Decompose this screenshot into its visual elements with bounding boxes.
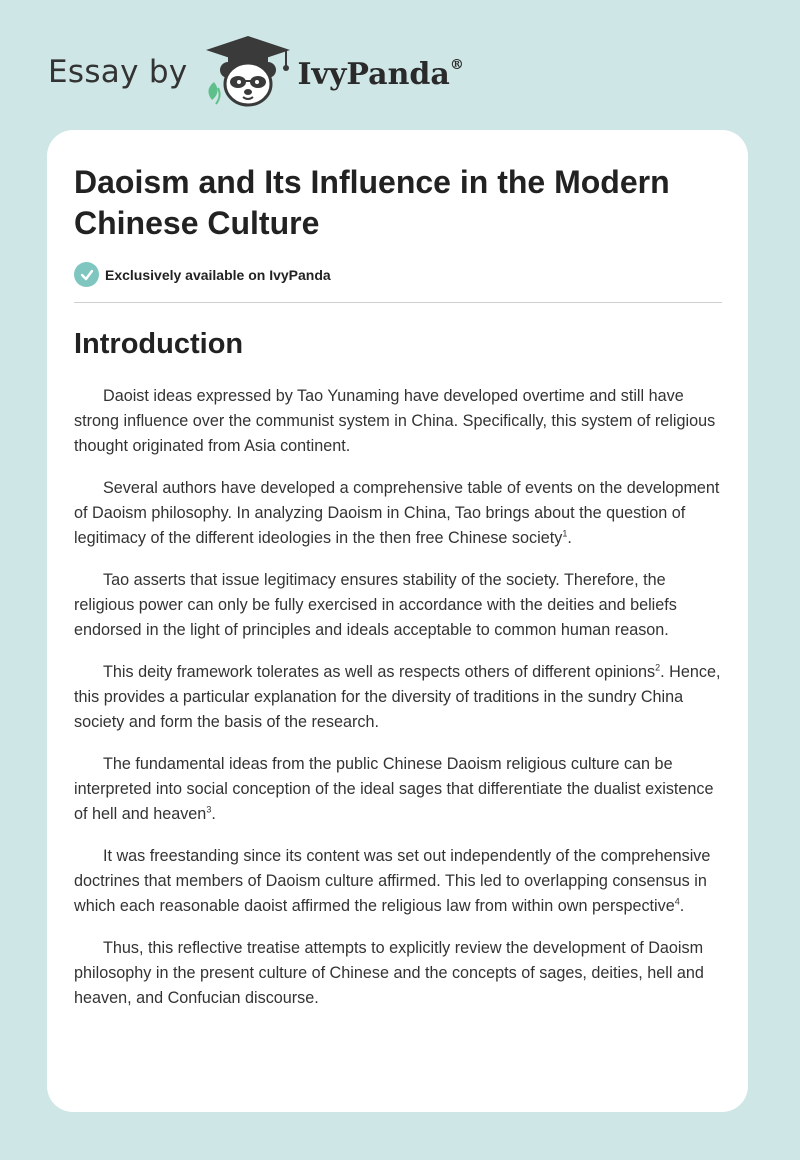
essay-body — [74, 384, 726, 1028]
footnote-ref[interactable]: 3 — [206, 804, 212, 815]
section-heading: Introduction — [74, 328, 244, 360]
paragraph: Several authors have developed a comprehensive table of events on the development of Daoism philosophy. In analyzing Daoism in China, Tao brings about the question of legitimacy of the different ideologies in the then free Chinese society$^1$. — [74, 479, 720, 547]
paragraph: The fundamental ideas from the public Chinese Daoism religious culture can be interpreted into social conception of the ideal sages that differentiate the dualist existence of hell and heaven$^3$. — [74, 755, 714, 823]
footnote-ref[interactable]: 2 — [655, 662, 661, 673]
paragraph: Thus, this reflective treatise attempts to explicitly review the development of Daoism philosophy in the present culture of Chinese and the concepts of sages, deities, hell and heaven, and Confucian discourse. — [74, 939, 704, 1007]
footnote-ref[interactable]: 4 — [674, 896, 680, 907]
paragraph: It was freestanding since its content was set out independently of the comprehensive doctrines that members of Daoism culture affirmed. This led to overlapping consensus in which each reasonable daoist affirmed the religious law from within own perspective$^4$. — [74, 847, 711, 915]
check-circle-icon — [74, 262, 99, 287]
footnote-ref[interactable]: 1 — [562, 528, 568, 539]
paragraph: This deity framework tolerates as well as respects others of different opinions$^2$. Hence, this provides a particular explanation for the diversity of traditions in the sundry China society and form the basis of the research. — [74, 662, 721, 731]
divider — [74, 302, 722, 303]
essay-title: Daoism and Its Influence in the Modern Chinese Culture — [74, 164, 670, 241]
panda-logo-icon — [202, 34, 294, 110]
paragraph: Daoist ideas expressed by Tao Yunaming have developed overtime and still have strong influence over the communist system in China. Specifically, this system of religious thought originated from Asia continent. — [74, 387, 716, 455]
brand-name: IvyPanda® — [297, 56, 464, 92]
paragraph: Tao asserts that issue legitimacy ensures stability of the society. Therefore, the religious power can only be fully exercised in accordance with the deities and beliefs endorsed in the light of principles and ideals acceptable to common human reason. — [74, 571, 677, 639]
exclusive-badge-text: Exclusively available on IvyPanda — [105, 266, 331, 283]
brand-header[interactable] — [48, 34, 464, 110]
brand-prefix: Essay by — [48, 54, 188, 90]
exclusive-badge — [74, 262, 331, 287]
essay-card — [47, 130, 748, 1112]
